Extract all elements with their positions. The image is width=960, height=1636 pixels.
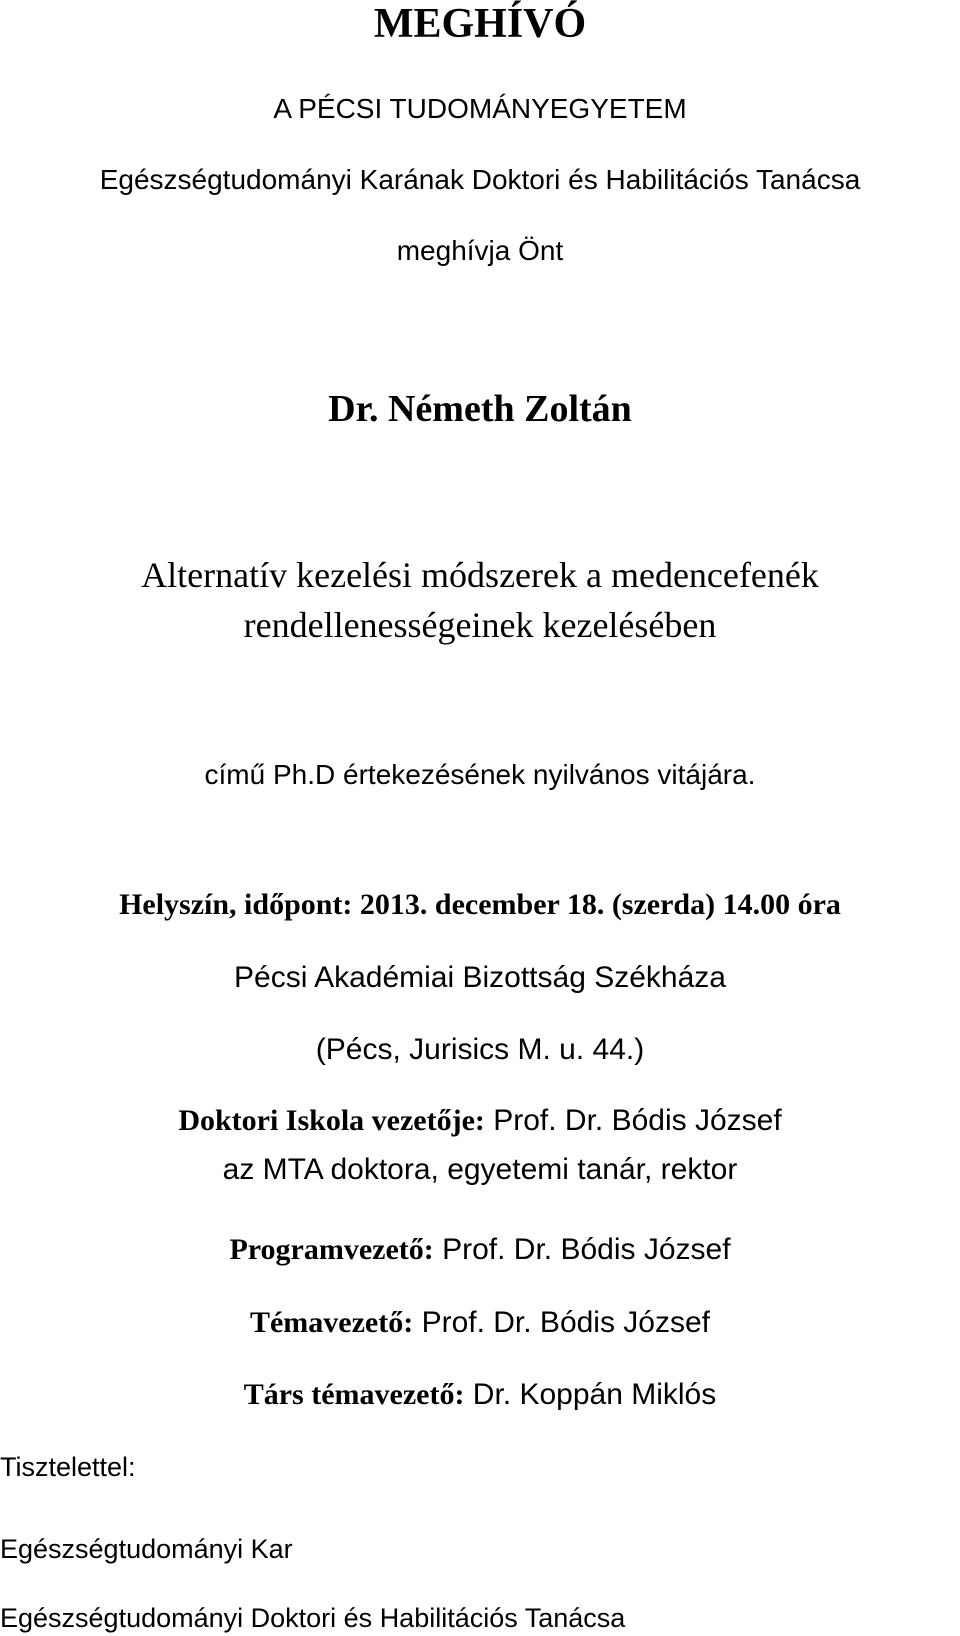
signature-faculty: Egészségtudományi Kar bbox=[0, 1534, 293, 1564]
event-datetime-label: Helyszín, időpont: 2013. december 18. (szerda) 14. bbox=[119, 888, 761, 921]
thesis-title-line-2: rendellenességeinek kezelésében bbox=[243, 605, 717, 645]
program-leader-value: Prof. Dr. Bódis József bbox=[433, 1233, 731, 1266]
candidate-name: Dr. Németh Zoltán bbox=[328, 388, 632, 430]
supervisor-value: Prof. Dr. Bódis József bbox=[413, 1306, 711, 1339]
signature-council: Egészségtudományi Doktori és Habilitációs Tanácsa bbox=[0, 1603, 626, 1633]
event-venue: Pécsi Akadémiai Bizottság Székháza bbox=[234, 961, 726, 994]
faculty-council: Egészségtudományi Karának Doktori és Habilitációs Tanácsa bbox=[99, 164, 861, 195]
event-datetime-tail: 00 óra bbox=[760, 888, 841, 921]
event-address: (Pécs, Jurisics M. u. 44.) bbox=[315, 1033, 645, 1066]
university-name: A PÉCSI TUDOMÁNYEGYETEM bbox=[273, 93, 687, 124]
co-supervisor bbox=[0, 1380, 960, 1410]
event-datetime bbox=[0, 890, 960, 920]
co-supervisor-value: Dr. Koppán Miklós bbox=[464, 1378, 717, 1411]
school-head-titles: az MTA doktora, egyetemi tanár, rektor bbox=[222, 1153, 738, 1186]
supervisor-label: Témavezető: bbox=[249, 1306, 414, 1339]
supervisor bbox=[0, 1308, 960, 1338]
school-head bbox=[0, 1106, 960, 1136]
thesis-description: című Ph.D értekezésének nyilvános vitájára. bbox=[204, 759, 756, 790]
program-leader bbox=[0, 1235, 960, 1265]
co-supervisor-label: Társ témavezető: bbox=[243, 1378, 465, 1411]
thesis-title-line-1: Alternatív kezelési módszerek a medencefenék bbox=[141, 555, 819, 595]
invitation-title: MEGHÍVÓ bbox=[373, 1, 587, 47]
school-head-label: Doktori Iskola vezetője: bbox=[178, 1104, 485, 1137]
program-leader-label: Programvezető: bbox=[229, 1233, 434, 1266]
closing-regards: Tisztelettel: bbox=[0, 1452, 136, 1482]
school-head-value: Prof. Dr. Bódis József bbox=[484, 1104, 782, 1137]
invitation-text: meghívja Önt bbox=[396, 235, 564, 266]
